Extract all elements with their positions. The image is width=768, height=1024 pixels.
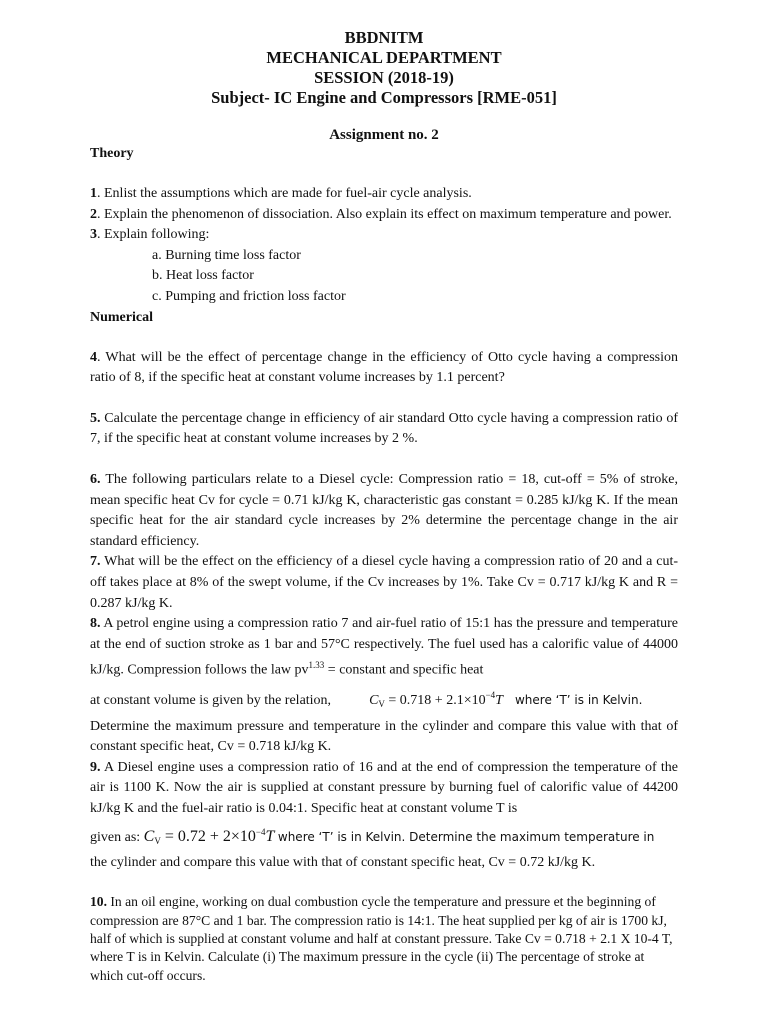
question-4 — [90, 348, 678, 389]
question-text: at constant volume is given by the relation, — [90, 692, 332, 708]
specific-heat-formula: $C_V = 0.718 + 2.1\times 10^{-4}T$ — [369, 689, 503, 709]
document-page — [90, 28, 678, 985]
question-text: A petrol engine using a compression ratio 7 and air-fuel ratio of 15:1 has the pressure and temperature at the end of suction stroke as 1 bar and 57°C respectively. The fuel used has a calorific value of 44000 kJ/kg. Compression follows the law pv — [90, 616, 678, 678]
question-2 — [90, 205, 678, 226]
question-9-formula-line — [90, 820, 678, 853]
question-6 — [90, 470, 678, 552]
question-number: 5. — [90, 410, 101, 426]
question-number: 9. — [90, 759, 101, 775]
question-text: . Enlist the assumptions which are made for fuel-air cycle analysis. — [97, 186, 472, 201]
question-text: Calculate the percentage change in efficiency of air standard Otto cycle having a compression ratio of 7, if the specific heat at constant volume increases by 2 %. — [90, 410, 678, 447]
question-text: . What will be the effect of percentage change in the efficiency of Otto cycle having a compression ratio of 8, if the specific heat at constant volume increases by 1.1 percent? — [90, 349, 678, 386]
question-7 — [90, 552, 678, 614]
question-text: The following particulars relate to a Diesel cycle: Compression ratio = 18, cut-off = 5% of stroke, mean specific heat Cv for cycle = 0.71 kJ/kg K, characteristic gas constant = 0.285 kJ/kg K. If the mean specific heat for the air standard cycle increases by 2% determine the percentage change in the air standard efficiency. — [90, 471, 678, 549]
assignment-title: Assignment no. 2 — [329, 127, 439, 143]
question-number: 3 — [90, 227, 97, 243]
question-text: . Explain the phenomenon of dissociation. Also explain its effect on maximum temperature and power. — [97, 206, 672, 222]
list-item: a. Burning time loss factor — [152, 247, 301, 263]
question-8-continued: Determine the maximum pressure and temperature in the cylinder and compare this value with that of constant specific heat, Cv = 0.718 kJ/kg K. — [90, 718, 678, 755]
session-label: SESSION (2018-19) — [314, 68, 454, 87]
question-8 — [90, 614, 678, 681]
department-name: MECHANICAL DEPARTMENT — [266, 48, 502, 67]
list-item: b. Heat loss factor — [152, 268, 254, 284]
question-3 — [90, 225, 678, 246]
question-9-continued: the cylinder and compare this value with that of constant specific heat, Cv = 0.72 kJ/kg K. — [90, 854, 596, 870]
numerical-heading: Numerical — [90, 309, 153, 325]
question-text: where ‘T’ is in Kelvin. Determine the maximum temperature in — [277, 829, 655, 844]
list-item: c. Pumping and friction loss factor — [152, 288, 346, 304]
question-text: . Explain following: — [97, 227, 210, 243]
question-number: 1 — [90, 186, 97, 201]
specific-heat-formula: CV = $0.72 + 2\times 10^{-4}T$ — [143, 826, 275, 846]
theory-heading: Theory — [90, 146, 134, 161]
question-9 — [90, 758, 678, 820]
question-number: 4 — [90, 349, 97, 365]
question-text: given as: — [90, 829, 141, 845]
question-text: What will be the effect on the efficiency of a diesel cycle having a compression ratio of 20 and a cut-off takes place at 8% of the swept volume, if the Cv increases by 1%. Take Cv = 0.717 kJ/kg K and R = 0.287 kJ/kg K. — [90, 554, 678, 611]
question-5 — [90, 409, 678, 450]
question-number: 6. — [90, 471, 101, 487]
question-1 — [90, 184, 678, 205]
question-text: In an oil engine, working on dual combustion cycle the temperature and pressure et the beginning of compression are 87°C and 1 bar. The compression ratio is 14:1. The heat supplied per kg of air is 1700 kJ, half of which is supplied at constant volume and half at constant pressure. Take Cv = 0.718 + 2.1 X 10-4 T, where T is in Kelvin. Calculate (i) The maximum pressure in the cycle (ii) The percentage of stroke at which cut-off occurs. — [90, 894, 673, 983]
institute-name: BBDNITM — [344, 28, 424, 47]
question-10 — [90, 893, 678, 985]
question-number: 10. — [90, 894, 107, 910]
subject-title: Subject- IC Engine and Compressors [RME-051] — [211, 88, 557, 107]
question-8-formula-line — [90, 682, 678, 717]
question-text: = constant and specific heat — [324, 662, 484, 678]
question-text: where ‘T’ is in Kelvin. — [514, 692, 643, 707]
exponent: 1.33 — [308, 660, 325, 671]
question-number: 7. — [90, 554, 101, 570]
question-number: 8. — [90, 616, 101, 632]
question-text: A Diesel engine uses a compression ratio of 16 and at the end of compression the temperature of the air is 1100 K. Now the air is supplied at constant pressure by burning fuel of calorific value of 44200 kJ/kg K and the fuel-air ratio is 0.04:1. Specific heat at constant volume T is — [90, 759, 678, 816]
question-number: 2 — [90, 206, 97, 222]
